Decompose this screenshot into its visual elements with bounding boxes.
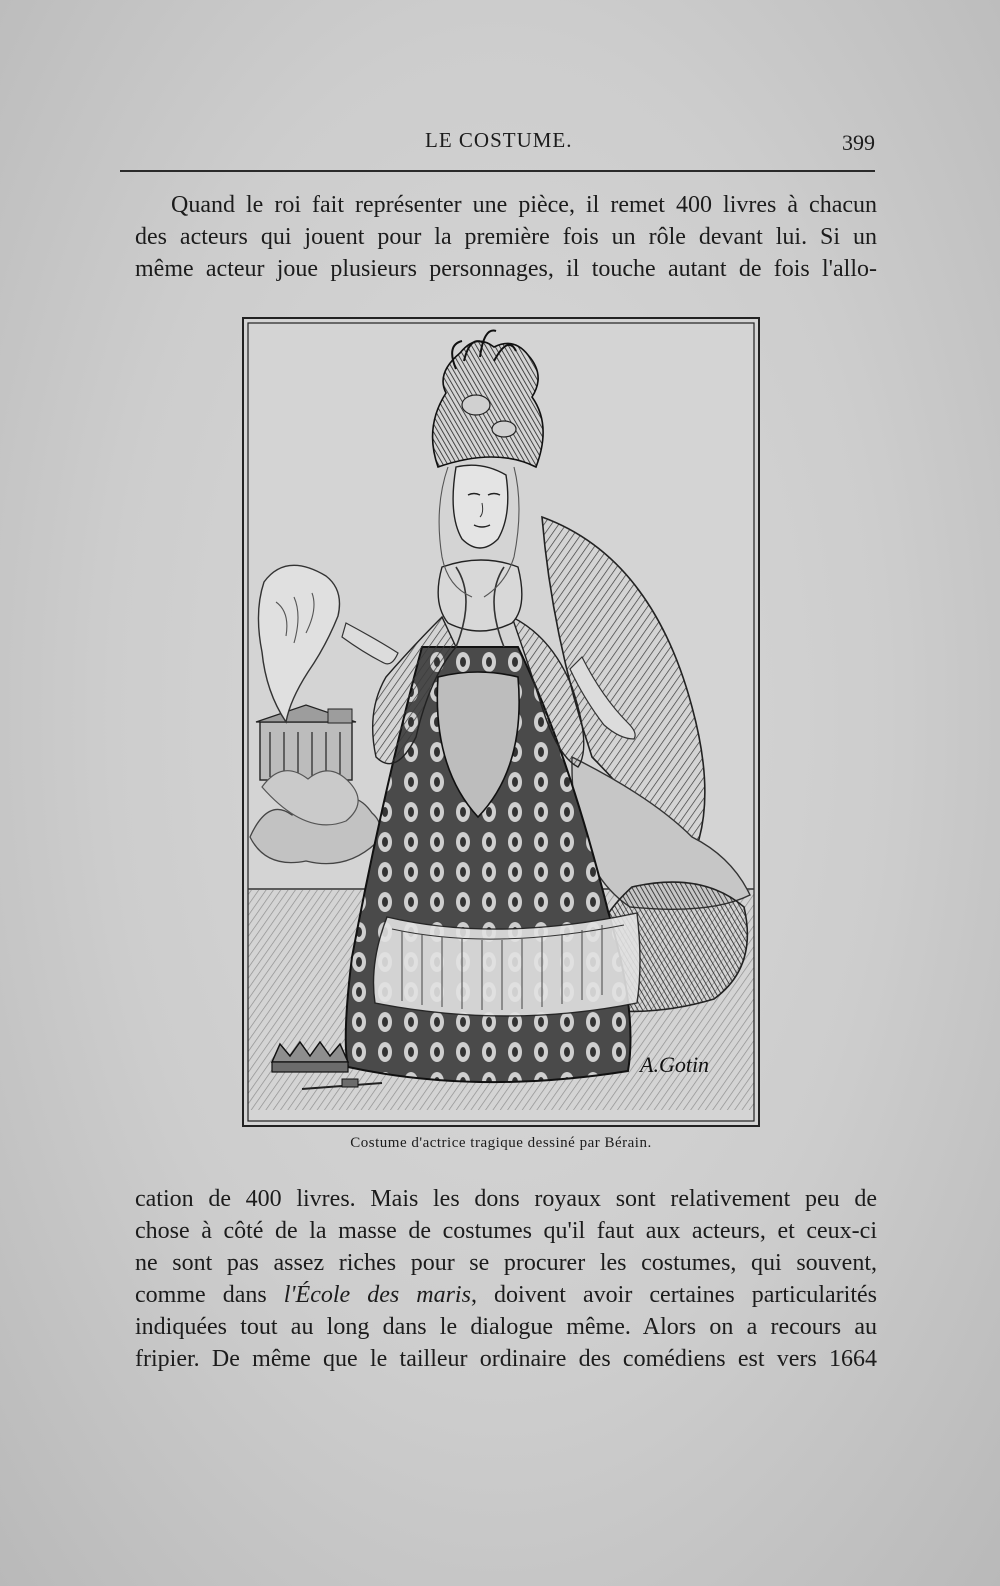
paragraph-line: Quand le roi fait représenter une pièce, il remet 400 livres à chacun — [171, 192, 877, 218]
line-text: , doivent avoir certaines particularités — [470, 1282, 877, 1308]
paragraph-line: indiquées tout au long dans le dialogue même. Alors on a recours au — [135, 1314, 877, 1340]
running-title: LE COSTUME. — [425, 128, 573, 152]
paragraph-line: des acteurs qui jouent pour la première fois un rôle devant lui. Si un — [135, 224, 877, 250]
play-title: l'École des maris — [283, 1282, 471, 1308]
paragraph-line: cation de 400 livres. Mais les dons royaux sont relativement peu de — [135, 1186, 877, 1212]
paragraph-top — [135, 189, 877, 285]
line-text: comme dans — [135, 1282, 284, 1308]
costume-illustration — [242, 317, 760, 1127]
header-rule — [120, 170, 875, 172]
artist-signature: A.Gotin — [640, 1052, 710, 1077]
paragraph-line: même acteur joue plusieurs personnages, il touche autant de fois l'allo- — [135, 256, 877, 282]
paragraph-bottom — [135, 1183, 877, 1375]
figure-caption: Costume d'actrice tragique dessiné par Bérain. — [350, 1135, 652, 1151]
page-number: 399 — [842, 130, 875, 155]
paragraph-line: ne sont pas assez riches pour se procurer les costumes, qui souvent, — [135, 1250, 877, 1276]
paragraph-line: chose à côté de la masse de costumes qu'il faut aux acteurs, et ceux-ci — [135, 1218, 877, 1244]
page-header — [120, 126, 875, 170]
paragraph-line — [135, 1279, 877, 1311]
paragraph-line: fripier. De même que le tailleur ordinaire des comédiens est vers 1664 — [135, 1346, 877, 1372]
